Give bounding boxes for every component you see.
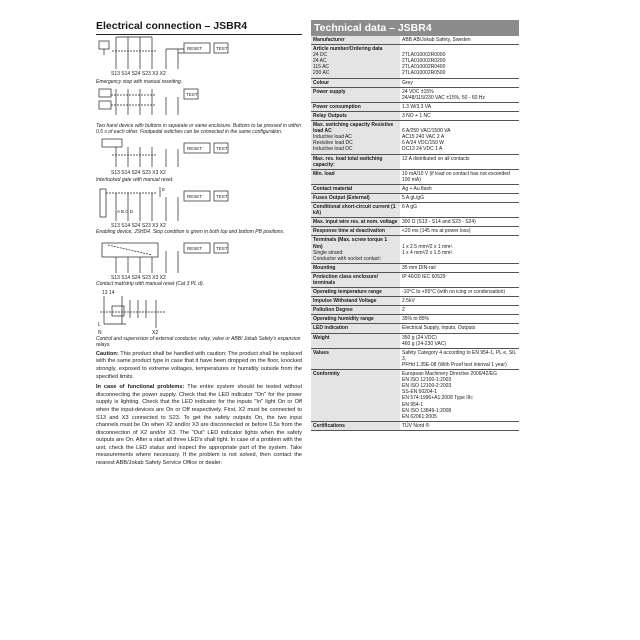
spec-value: 35 mm DIN-rail bbox=[402, 264, 436, 271]
spec-value: Safety Category 4 according to EN 954-1, PL e, SIL 3, bbox=[402, 349, 517, 362]
spec-row bbox=[311, 333, 519, 348]
spec-label: Mounting bbox=[313, 264, 336, 271]
spec-label: Terminals (Max. screw torque 1 Nm) bbox=[313, 237, 388, 250]
spec-label-cell bbox=[311, 333, 400, 348]
spec-value: 24/48/115/230 VAC ±15%, 50 - 60 Hz bbox=[402, 94, 485, 101]
spec-value: EN ISO 13849-1:2008 bbox=[402, 407, 452, 414]
spec-value: 1 x 4 mm²/2 x 1.5 mm². bbox=[402, 249, 454, 256]
spec-label-cell bbox=[311, 87, 400, 102]
spec-value: 350 g (24 VDC) bbox=[402, 334, 437, 341]
spec-row bbox=[311, 87, 519, 102]
spec-value-cell bbox=[400, 333, 519, 348]
spec-value: EN 62061:2005 bbox=[402, 413, 437, 420]
caption-two-hand: Two hand device with buttons in separate or same enclosure. Buttons to be pressed in within 0.5 s of each other. Footpedal switches can be connected in the same configuration. bbox=[96, 123, 302, 136]
spec-value-cell bbox=[400, 78, 519, 87]
diagram-emergency-stop bbox=[96, 35, 302, 79]
terminal-labels: S13 S14 S24 S23 X3 X2 bbox=[111, 170, 166, 177]
test-label: TEST bbox=[216, 246, 228, 252]
spec-row bbox=[311, 288, 519, 297]
spec-label-cell bbox=[311, 272, 400, 287]
spec-row bbox=[311, 324, 519, 333]
caution-heading: Caution: bbox=[96, 350, 119, 357]
spec-value-cell bbox=[400, 184, 519, 193]
spec-label: Max. switching capacity Resistive load AC bbox=[313, 122, 394, 135]
spec-row bbox=[311, 306, 519, 315]
spec-value: Electrical Supply, Inputs, Outputs bbox=[402, 325, 476, 332]
ext-l: L bbox=[98, 321, 101, 328]
test-label: TEST bbox=[186, 92, 198, 98]
spec-row bbox=[311, 218, 519, 227]
spec-value-cell bbox=[400, 263, 519, 272]
spec-value: 35% to 85% bbox=[402, 316, 429, 323]
spec-value-cell bbox=[400, 102, 519, 111]
spec-sublabel: Single strand: bbox=[313, 249, 344, 256]
technical-data-table bbox=[311, 36, 519, 431]
terminal-labels: S13 S14 S24 S23 X3 X2 bbox=[111, 275, 166, 282]
spec-value: TÜV Nord ® bbox=[402, 422, 430, 429]
spec-row bbox=[311, 348, 519, 369]
spec-row bbox=[311, 227, 519, 236]
spec-sublabel: Inductive load DC bbox=[313, 146, 353, 153]
spec-label: Weight bbox=[313, 334, 330, 341]
spec-value: European Machinery Directive 2006/42/EG bbox=[402, 371, 498, 378]
reset-label: RESET bbox=[187, 46, 203, 51]
problems-text: The entire system should be tested without disconnecting the power supply. Check that the LED indicator "On" for the power supply is lighting. Check that the LED indicator for the inputs "In" light On or Off when the input-devices are On or Off respectively. First, X2 must be connected to S13 and X3 connected to S23. To get the safety outputs On, the two input channels must be On when X2 and/or X3 are disconnected or before 0.5s from the disconnection of X2 and/or X3. The "Out" LED indicator lights when the safety outputs are On. After a start all three LED's shall light. In case of a problem with the unit, check the LED status and inspect the appropriate part of the system. Take measurements where necessary. If the problem is not solved, then contact the nearest ABB/Jokab Safety Service Office or dealer. bbox=[96, 384, 302, 467]
spec-value: 3 NO + 1 NC bbox=[402, 112, 431, 119]
spec-label-cell bbox=[311, 121, 400, 154]
spec-value: 2TLA010002R0200 bbox=[402, 58, 446, 65]
spec-label-cell bbox=[311, 218, 400, 227]
spec-label: Conditional short-circuit current (1 kA) bbox=[313, 204, 396, 217]
spec-label-cell bbox=[311, 193, 400, 202]
spec-value-cell bbox=[400, 324, 519, 333]
spec-value: 1 x 2.5 mm²/2 x 1 mm². bbox=[402, 243, 454, 250]
spec-value-cell bbox=[400, 288, 519, 297]
spec-label: Power consumption bbox=[313, 103, 361, 110]
spec-row bbox=[311, 263, 519, 272]
spec-value: 2TLA010002R0000 bbox=[402, 52, 446, 59]
spec-label: Response time at deactivation bbox=[313, 228, 385, 235]
spec-value-cell bbox=[400, 315, 519, 324]
spec-value-cell bbox=[400, 154, 519, 169]
diagram-enabling-device bbox=[96, 183, 302, 229]
spec-value-cell bbox=[400, 193, 519, 202]
spec-label-cell bbox=[311, 297, 400, 306]
spec-value-cell bbox=[400, 272, 519, 287]
spec-row bbox=[311, 45, 519, 78]
spec-row bbox=[311, 121, 519, 154]
ext-n: N bbox=[98, 329, 102, 336]
spec-value-cell bbox=[400, 218, 519, 227]
spec-value: -10°C to +55°C (with no icing or condensation) bbox=[402, 289, 506, 296]
spec-value: Ag + Au flash bbox=[402, 185, 432, 192]
spec-label: Fuses Output (External) bbox=[313, 194, 370, 201]
spec-value: EN 574:1996+A1:2008 Type IIIc bbox=[402, 395, 473, 402]
section-title-technical: Technical data – JSBR4 bbox=[311, 20, 519, 36]
spec-label: Colour bbox=[313, 79, 330, 86]
spec-row bbox=[311, 297, 519, 306]
spec-label-cell bbox=[311, 184, 400, 193]
spec-value-cell bbox=[400, 36, 519, 45]
caution-text: This product shall be handled with caution: The product shall be replaced with the same product type in case that it have been dropped on the floor, knocked strongly, exposed to extreme voltages, temperatures or humidity outside from the specified limits. bbox=[96, 350, 302, 380]
reset-label: RESET bbox=[187, 246, 203, 252]
spec-value-cell bbox=[400, 370, 519, 422]
section-title-electrical: Electrical connection – JSBR4 bbox=[96, 20, 302, 35]
spec-value: EN ISO 12100-1:2003 bbox=[402, 377, 452, 384]
spec-row bbox=[311, 78, 519, 87]
spec-label: Contact material bbox=[313, 185, 353, 192]
spec-row bbox=[311, 184, 519, 193]
terminal-labels: S13 S14 S24 S23 X3 X2 bbox=[111, 71, 166, 77]
problems-paragraph bbox=[96, 384, 302, 468]
spec-sublabel: Conductor with socket contact: bbox=[313, 255, 382, 262]
spec-row bbox=[311, 154, 519, 169]
spec-value: 2.5kV bbox=[402, 298, 415, 305]
diagram-external-conductor bbox=[96, 288, 302, 336]
spec-row bbox=[311, 315, 519, 324]
spec-label-cell bbox=[311, 370, 400, 422]
spec-value-cell bbox=[400, 306, 519, 315]
spec-label-cell bbox=[311, 227, 400, 236]
spec-row bbox=[311, 236, 519, 263]
spec-label: Protection class enclosure/ terminals bbox=[313, 273, 379, 286]
spec-sublabel: 24 DC bbox=[313, 52, 328, 59]
spec-row bbox=[311, 193, 519, 202]
enabling-e: E bbox=[162, 187, 166, 193]
spec-sublabel: Inductive load AC bbox=[313, 134, 352, 141]
technical-data-section bbox=[311, 20, 519, 431]
spec-value: 6 A/24 VDC/150 W bbox=[402, 140, 444, 147]
diagram-two-hand bbox=[96, 85, 302, 123]
ext-top-labels: 13 14 bbox=[102, 289, 115, 296]
test-label: TEST bbox=[216, 46, 228, 51]
spec-value: PFHd 1.35E-08 (With Proof test interval 1 year) bbox=[402, 361, 507, 368]
spec-label: Impulse Withstand Voltage bbox=[313, 298, 377, 305]
caption-contact-mat: Contact mat/strip with manual reset (Cat 3 PL d). bbox=[96, 281, 205, 288]
spec-row bbox=[311, 272, 519, 287]
spec-value-cell bbox=[400, 227, 519, 236]
spec-value: 6 A/250 VAC/1500 VA bbox=[402, 128, 451, 135]
spec-label-cell bbox=[311, 288, 400, 297]
spec-value-cell bbox=[400, 203, 519, 218]
spec-label-cell bbox=[311, 102, 400, 111]
spec-label-cell bbox=[311, 169, 400, 184]
terminal-labels: S13 S14 S24 S23 X3 X2 bbox=[111, 223, 166, 230]
reset-label: RESET bbox=[187, 194, 203, 200]
spec-row bbox=[311, 169, 519, 184]
spec-label-cell bbox=[311, 315, 400, 324]
spec-label: Min. load bbox=[313, 170, 335, 177]
spec-sublabel: Resistive load DC bbox=[313, 140, 353, 147]
spec-sublabel: 115 AC bbox=[313, 64, 330, 71]
spec-value: 5 A gL/gG bbox=[402, 194, 424, 201]
spec-sublabel: 230 AC bbox=[313, 70, 330, 77]
spec-value: 2TLA010002R0400 bbox=[402, 64, 446, 71]
spec-label-cell bbox=[311, 203, 400, 218]
spec-value: SS-EN 60204-1 bbox=[402, 389, 438, 396]
spec-label-cell bbox=[311, 78, 400, 87]
spec-label: Power supply bbox=[313, 88, 346, 95]
reset-label: RESET bbox=[187, 146, 203, 152]
spec-value: ABB AB/Jokab Safety, Sweden bbox=[402, 37, 471, 43]
spec-value-cell bbox=[400, 169, 519, 184]
spec-value: 6 A gG bbox=[402, 204, 418, 211]
spec-value-cell bbox=[400, 348, 519, 369]
spec-value: 24 VDC ±15% bbox=[402, 88, 434, 95]
spec-value: EN ISO 12100-2:2003 bbox=[402, 383, 452, 390]
spec-label: Pollution Degree bbox=[313, 307, 353, 314]
spec-row bbox=[311, 370, 519, 422]
spec-label-cell bbox=[311, 36, 400, 45]
spec-label: Article number/Ordering data bbox=[313, 46, 383, 53]
spec-row bbox=[311, 203, 519, 218]
spec-label: Max. res. load total switching capacity: bbox=[313, 155, 383, 168]
caution-paragraph bbox=[96, 351, 302, 381]
enabling-letters: A B C D bbox=[117, 209, 134, 215]
ext-x2: X2 bbox=[152, 329, 159, 336]
spec-value: 1.3 W/3.3 VA bbox=[402, 103, 432, 110]
spec-label: Relay Outputs bbox=[313, 112, 347, 119]
spec-value-cell bbox=[400, 121, 519, 154]
spec-value: 300 Ω (S13 - S14 and S23 - S24) bbox=[402, 219, 476, 226]
spec-row bbox=[311, 111, 519, 120]
caption-interlocked-gate: Interlocked gate with manual reset. bbox=[96, 177, 174, 184]
spec-label-cell bbox=[311, 236, 400, 263]
test-label: TEST bbox=[216, 146, 228, 152]
spec-label-cell bbox=[311, 263, 400, 272]
spec-row bbox=[311, 421, 519, 430]
spec-label: Manufacturer bbox=[313, 37, 345, 43]
spec-value-cell bbox=[400, 421, 519, 430]
spec-value: 2 bbox=[402, 307, 405, 314]
caption-external-conductor: Control and supervision of external conductor, relay, valve or ABB/ Jokab Safety's expansion relays. bbox=[96, 335, 301, 348]
spec-label-cell bbox=[311, 306, 400, 315]
diagram-interlocked-gate bbox=[96, 135, 302, 177]
spec-row bbox=[311, 102, 519, 111]
spec-value-cell bbox=[400, 111, 519, 120]
spec-value: DC13 24 VDC 1 A bbox=[402, 146, 443, 153]
spec-sublabel: 24 AC bbox=[313, 58, 327, 65]
spec-label-cell bbox=[311, 45, 400, 78]
caption-enabling-device: Enabling device, JSHD4. Stop condition is given in both top and bottom PB positions. bbox=[96, 229, 285, 236]
spec-value-cell bbox=[400, 236, 519, 263]
spec-label: Operating temperature range bbox=[313, 289, 382, 296]
problems-heading: In case of functional problems: bbox=[96, 384, 185, 391]
electrical-connection-section bbox=[96, 20, 302, 468]
spec-label-cell bbox=[311, 348, 400, 369]
spec-label: Max. input wire res. at nom. voltage bbox=[313, 219, 398, 226]
spec-value-cell bbox=[400, 45, 519, 78]
spec-value: 12 A distributed on all contacts bbox=[402, 155, 470, 162]
spec-label-cell bbox=[311, 421, 400, 430]
spec-value: AC15 240 VAC 2 A bbox=[402, 134, 445, 141]
spec-label: Certifications bbox=[313, 422, 345, 429]
spec-value: IP 40/20 IEC 60529 bbox=[402, 273, 446, 280]
diagram-contact-mat bbox=[96, 235, 302, 281]
caption-emergency-stop: Emergency stop with manual resetting. bbox=[96, 79, 183, 85]
spec-value: Grey bbox=[402, 79, 413, 86]
spec-label-cell bbox=[311, 154, 400, 169]
spec-label: LED indication bbox=[313, 325, 348, 332]
spec-label: Values bbox=[313, 349, 329, 356]
spec-value-cell bbox=[400, 297, 519, 306]
test-label: TEST bbox=[216, 194, 228, 200]
spec-label: Conformity bbox=[313, 371, 340, 378]
spec-label-cell bbox=[311, 324, 400, 333]
spec-label-cell bbox=[311, 111, 400, 120]
spec-row bbox=[311, 36, 519, 45]
spec-value: 10 mA/10 V (if load on contact has not exceeded 100 mA) bbox=[402, 170, 510, 183]
spec-value: 2TLA010002R0500 bbox=[402, 70, 446, 77]
spec-label: Operating humidity range bbox=[313, 316, 374, 323]
spec-value: 460 g (24-230 VAC) bbox=[402, 340, 447, 347]
spec-value: <20 ms (145 ms at power loss) bbox=[402, 228, 471, 235]
spec-value: EN 954-1 bbox=[402, 401, 424, 408]
spec-value-cell bbox=[400, 87, 519, 102]
